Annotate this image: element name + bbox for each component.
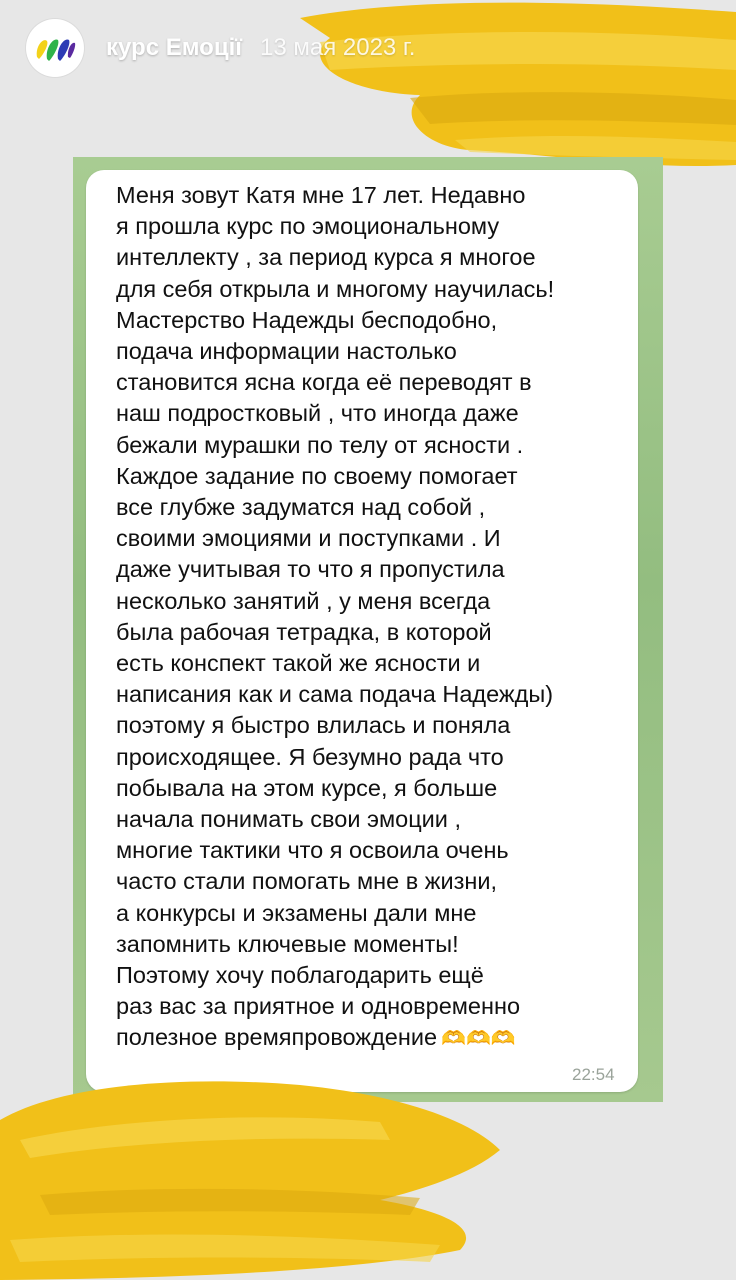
post-date: 13 мая 2023 г. [260, 34, 416, 61]
channel-name[interactable]: курс Емоції [106, 34, 242, 61]
message-body: Меня зовут Катя мне 17 лет. Недавно я прошла курс по эмоциональному интеллекту , за период курса я многое для себя открыла и многому научилась! Мастерство Надежды бесподобно, подача информации настолько становится ясна когда её переводят в наш подростковый , что иногда даже бежали мурашки по телу от ясности . Каждое задание по своему помогает все глубже задуматся над собой , своими эмоциями и поступками . И даже учитывая то что я пропустила несколько занятий , у меня всегда была рабочая тетрадка, в которой есть конспект такой же ясности и написания как и сама подача Надежды) поэтому я быстро влилась и поняла происходящее. Я безумно рада что побывала на этом курсе, я больше начала понимать свои эмоции , многие тактики что я освоила очень часто стали помогать мне в жизни, а конкурсы и экзамены дали мне запомнить ключевые моменты! Поэтому хочу поблагодарить ещё раз вас за приятное и одновременно полезное времяпровождение [116, 182, 555, 1051]
heart-hands-emoji-icon: 🫶🫶🫶 [441, 1028, 516, 1051]
message-time: 22:54 [572, 1065, 615, 1084]
